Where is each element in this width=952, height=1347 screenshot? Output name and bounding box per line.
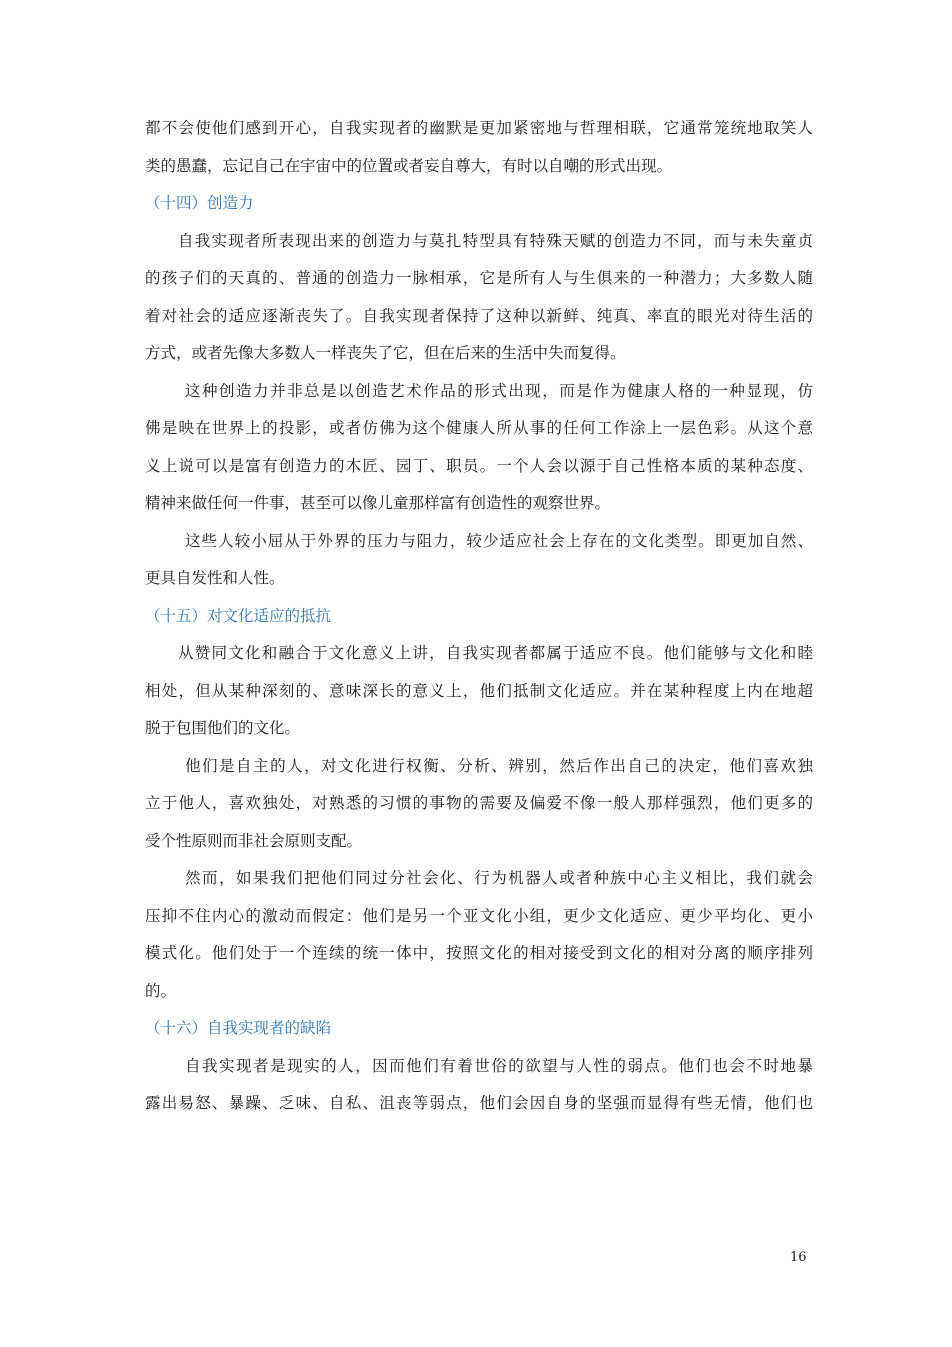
body-line: 受个性原则而非社会原则支配。: [145, 831, 363, 850]
body-line: 自我实现者所表现出来的创造力与莫扎特型具有特殊天赋的创造力不同，而与未失童贞: [178, 231, 813, 250]
body-line: 从赞同文化和融合于文化意义上讲，自我实现者都属于适应不良。他们能够与文化和睦: [178, 644, 813, 662]
body-line: 更具自发性和人性。: [145, 569, 285, 587]
body-line: 着对社会的适应逐渐丧失了。自我实现者保持了这种以新鲜、纯真、率直的眼光对待生活的: [145, 306, 813, 325]
body-line: 立于他人，喜欢独处，对熟悉的习惯的事物的需要及偏爱不像一般人那样强烈，他们更多的: [145, 794, 813, 812]
body-line: 露出易怒、暴躁、乏味、自私、沮丧等弱点，他们会因自身的坚强而显得有些无情，他们也: [145, 1094, 813, 1112]
body-line: 的孩子们的天真的、普通的创造力一脉相承，它是所有人与生俱来的一种潜力；大多数人随: [145, 269, 813, 287]
body-line: 都不会使他们感到开心，自我实现者的幽默是更加紧密地与哲理相联，它通常笼统地取笑人: [145, 119, 813, 137]
body-line: 义上说可以是富有创造力的木匠、园丁、职员。一个人会以源于自己性格本质的某种态度、: [145, 456, 813, 475]
section-heading-14: （十四）创造力: [145, 194, 254, 212]
body-line: 精神来做任何一件事，甚至可以像儿童那样富有创造性的观察世界。: [145, 494, 611, 512]
section-heading-15: （十五）对文化适应的抵抗: [145, 606, 332, 625]
body-line: 类的愚蠢，忘记自己在宇宙中的位置或者妄自尊大，有时以自嘲的形式出现。: [145, 156, 673, 175]
body-line: 佛是映在世界上的投影，或者仿佛为这个健康人所从事的任何工作涂上一层色彩。从这个意: [145, 419, 813, 437]
body-line: 然而，如果我们把他们同过分社会化、行为机器人或者种族中心主义相比，我们就会: [185, 869, 813, 887]
body-line: 这种创造力并非总是以创造艺术作品的形式出现，而是作为健康人格的一种显现，仿: [185, 381, 813, 400]
body-line: 脱于包围他们的文化。: [145, 719, 301, 737]
body-line: 模式化。他们处于一个连续的统一体中，按照文化的相对接受到文化的相对分离的顺序排列: [145, 944, 813, 962]
page-content: [145, 110, 813, 1123]
body-line: 方式，或者先像大多数人一样丧失了它，但在后来的生活中失而复得。: [145, 344, 626, 362]
section-heading-16: （十六）自我实现者的缺陷: [145, 1019, 332, 1037]
page-number: 16: [790, 1250, 807, 1265]
body-line: 相处，但从某种深刻的、意味深长的意义上，他们抵制文化适应。并在某种程度上内在地超: [145, 681, 813, 700]
body-line: 他们是自主的人，对文化进行权衡、分析、辨别，然后作出自己的决定，他们喜欢独: [185, 756, 813, 775]
body-line: 自我实现者是现实的人，因而他们有着世俗的欲望与人性的弱点。他们也会不时地暴: [185, 1056, 813, 1075]
body-line: 的。: [145, 981, 177, 1000]
body-line: 压抑不住内心的激动而假定：他们是另一个亚文化小组，更少文化适应、更少平均化、更小: [145, 906, 813, 925]
body-line: 这些人较小屈从于外界的压力与阻力，较少适应社会上存在的文化类型。即更加自然、: [185, 531, 813, 550]
